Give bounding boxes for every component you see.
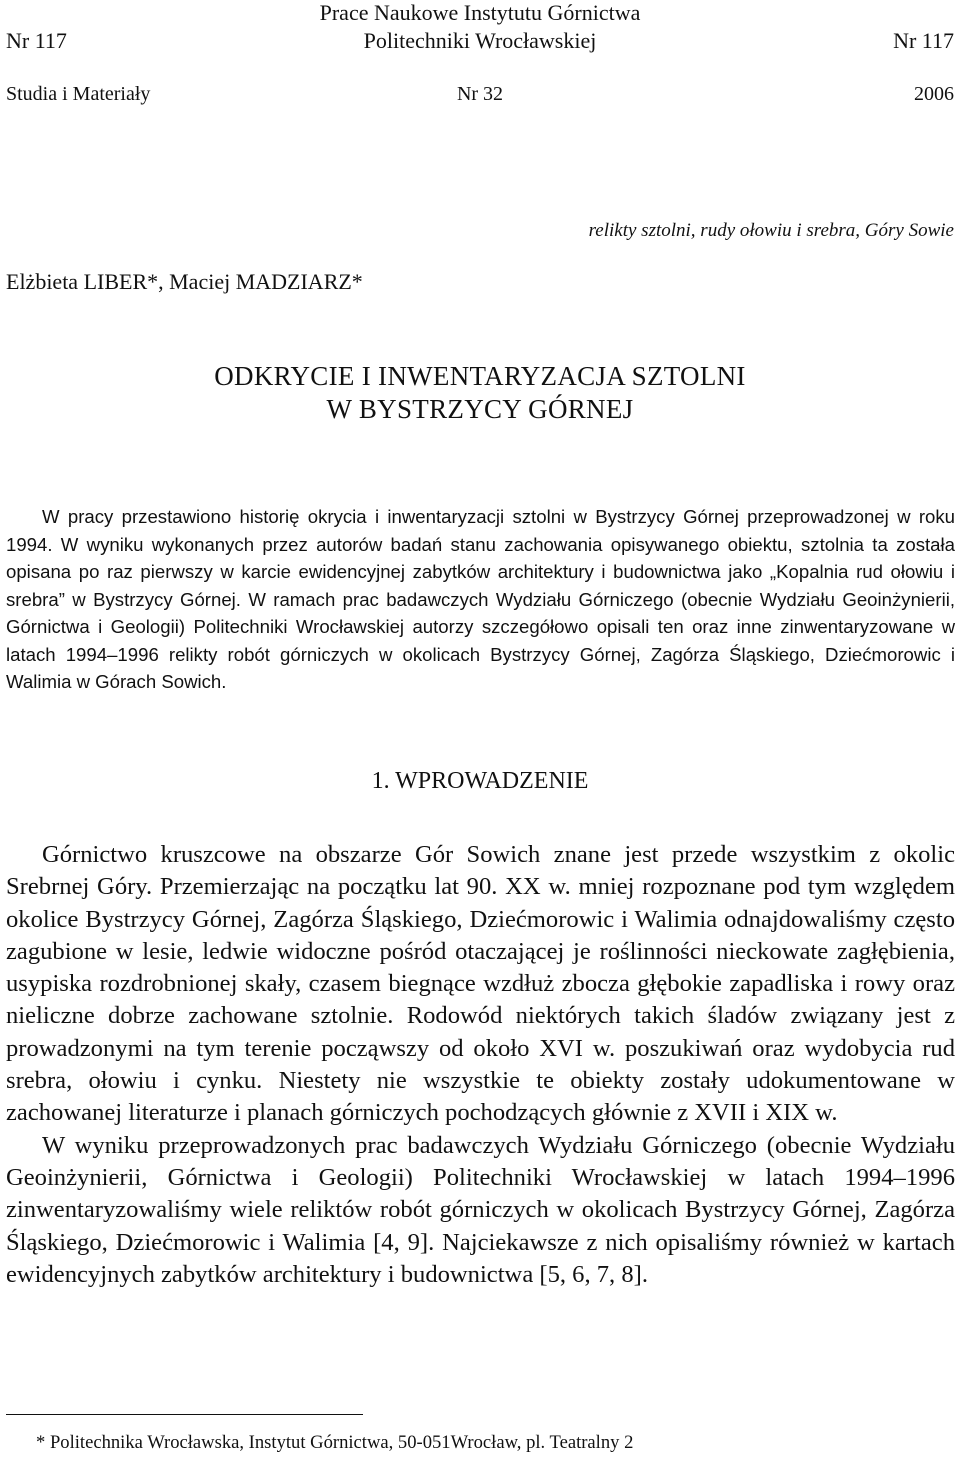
footnote-divider [6,1414,363,1415]
publication-year: 2006 [914,83,954,105]
section-heading: 1. WPROWADZENIE [371,768,589,794]
series-name: Studia i Materiały [6,83,151,105]
abstract: W pracy przestawiono historię okrycia i inwentaryzacji sztolni w Bystrzycy Górnej przeprowadzonej w roku 1994. W wyniku wykonanych przez autorów badań stanu zachowania opisywanego obiektu, sztolnia ta została opisana po raz pierwszy w karcie ewidencyjnej zabytków architektury i budownictwa jako „Kopalnia rud ołowiu i srebra” w Bystrzycy Górnej. W ramach prac badawczych Wydziału Górniczego (obecnie Wydziału Geoinżynierii, Górnictwa i Geologii) Politechniki Wrocławskiej autorzy szczegółowo opisali ten oraz inne zinwentaryzowane w latach 1994–1996 relikty robót górniczych w okolicach Bystrzycy Górnej, Zagórza Śląskiego, Dziećmorowic i Walimia w Górach Sowich. [6,506,955,692]
journal-name-line1: Prace Naukowe Instytutu Górnictwa [319,0,641,25]
section-body [6,839,955,1291]
authors: Elżbieta LIBER*, Maciej MADZIARZ* [6,269,363,294]
keywords: relikty sztolni, rudy ołowiu i srebra, Góry Sowie [588,220,954,241]
journal-name-line2: Politechniki Wrocławskiej [363,28,597,53]
body-paragraph: W wyniku przeprowadzonych prac badawczych Wydziału Górniczego (obecnie Wydziału Geoinżynierii, Górnictwa i Geologii) Politechniki Wrocławskiej w latach 1994–1996 zinwentaryzowaliśmy wiele reliktów robót górniczych w okolicach Bystrzycy Górnej, Zagórza Śląskiego, Dziećmorowic i Walimia [4, 9]. Najciekawsze z nich opisaliśmy również w kartach ewidencyjnych zabytków architektury i budownictwa [5, 6, 7, 8]. [6,1131,955,1288]
footnote: * Politechnika Wrocławska, Instytut Górnictwa, 50-051Wrocław, pl. Teatralny 2 [36,1432,634,1453]
issue-number-left: Nr 117 [6,28,67,53]
article-title-line2: W BYSTRZYCY GÓRNEJ [326,394,634,424]
body-paragraph: Górnictwo kruszcowe na obszarze Gór Sowich znane jest przede wszystkim z okolic Srebrnej Góry. Przemierzając na początku lat 90. XX w. mniej rozpoznane pod tym względem okolice Bystrzycy Górnej, Zagórza Śląskiego, Dziećmorowic i Walimia odnajdowaliśmy często zagubione w lesie, ledwie widoczne pośród otaczającej je roślinności nieckowate zagłębienia, usypiska rozdrobnionej skały, czasem biegnące wzdłuż zbocza głębokie zapadliska i rowy oraz nieliczne dobrze zachowane sztolnie. Rodowód niektórych takich śladów związany jest z prowadzonymi na tym terenie począwszy od około XVI w. poszukiwań oraz wydobycia rud srebra, ołowiu i cynku. Niestety nie wszystkie te obiekty zostały udokumentowane w zachowanej literaturze i planach górniczych pochodzących głównie z XVII i XIX w. [6,841,955,1127]
series-issue: Nr 32 [456,83,504,105]
issue-number-right: Nr 117 [893,28,954,53]
article-title-line1: ODKRYCIE I INWENTARYZACJA SZTOLNI [214,361,746,391]
